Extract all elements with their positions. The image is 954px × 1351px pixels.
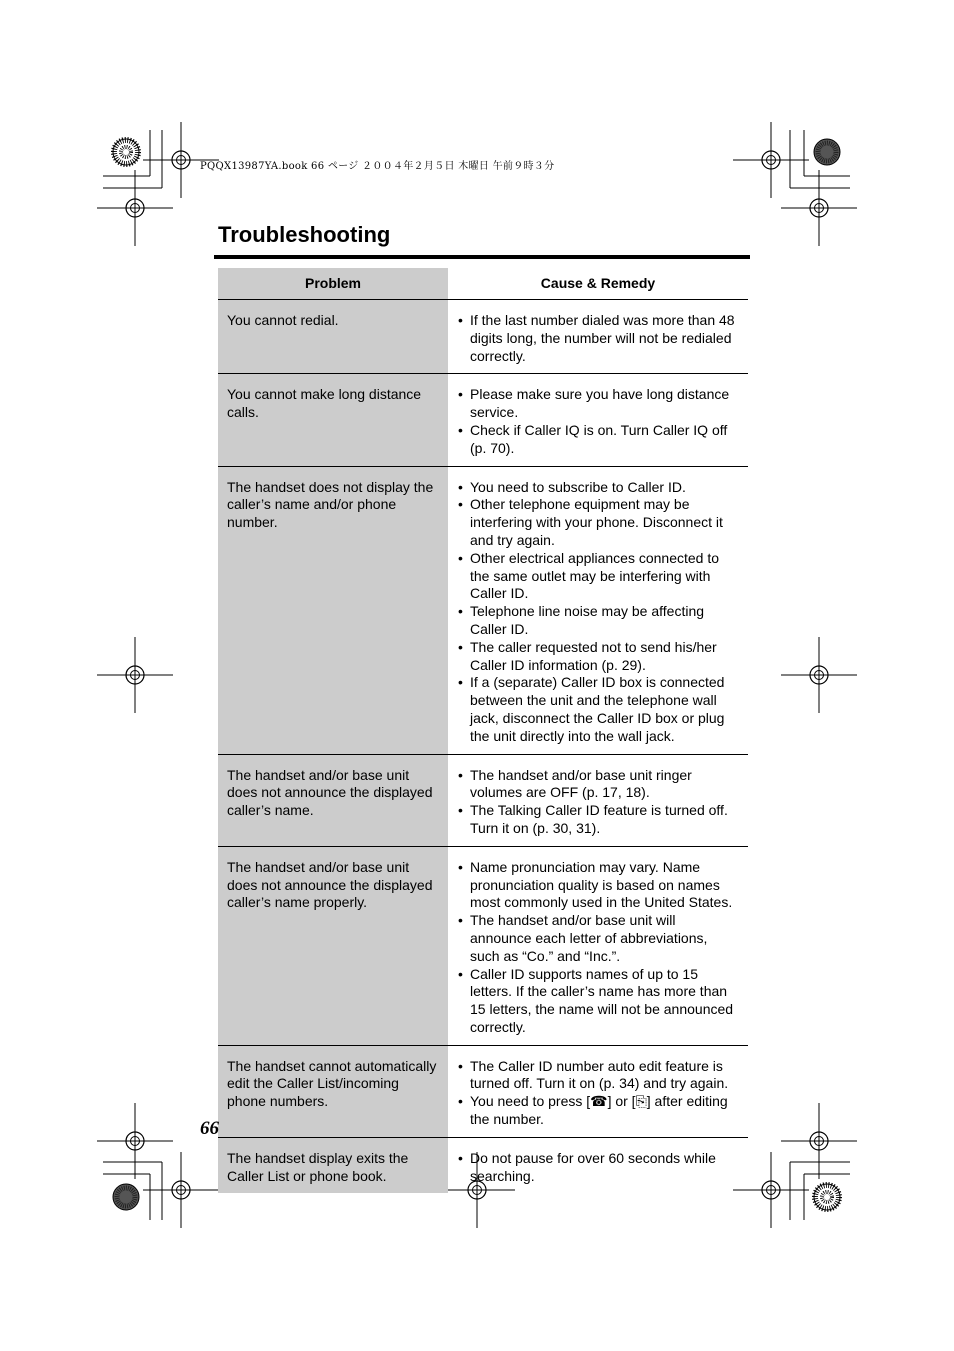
remedy-item: • If a (separate) Caller ID box is connected between the unit and the telephone wall jack, disconnect the Caller ID box or plug the unit directly into the wall jack. xyxy=(458,674,740,745)
cause-remedy-cell xyxy=(448,846,748,1045)
remedy-item: • If the last number dialed was more than 48 digits long, the number will not be redialed correctly. xyxy=(458,312,740,365)
header-problem: Problem xyxy=(218,268,448,300)
remedy-item: • You need to subscribe to Caller ID. xyxy=(458,479,740,497)
remedy-list xyxy=(458,1150,740,1186)
table-row xyxy=(218,466,748,754)
remedy-item: • Other telephone equipment may be interfering with your phone. Disconnect it and try again. xyxy=(458,496,740,549)
troubleshooting-table xyxy=(218,268,748,1193)
remedy-list xyxy=(458,1058,740,1129)
problem-cell: You cannot redial. xyxy=(218,300,448,374)
table-row xyxy=(218,1137,748,1193)
header-cause-remedy: Cause & Remedy xyxy=(448,268,748,300)
remedy-item: • The caller requested not to send his/her Caller ID information (p. 29). xyxy=(458,639,740,675)
page-number: 66 xyxy=(200,1118,219,1139)
table-row xyxy=(218,846,748,1045)
remedy-item: • The Caller ID number auto edit feature is turned off. Turn it on (p. 34) and try again. xyxy=(458,1058,740,1094)
remedy-item: • Name pronunciation may vary. Name pronunciation quality is based on names most commonly used in the United States. xyxy=(458,859,740,912)
remedy-item: • Do not pause for over 60 seconds while searching. xyxy=(458,1150,740,1186)
registration-mark xyxy=(143,1152,219,1228)
remedy-list xyxy=(458,479,740,746)
table-row xyxy=(218,1045,748,1137)
remedy-list xyxy=(458,767,740,838)
cause-remedy-cell xyxy=(448,466,748,754)
problem-cell: The handset does not display the caller’s name and/or phone number. xyxy=(218,466,448,754)
registration-mark xyxy=(97,637,173,713)
registration-mark xyxy=(781,1103,857,1179)
problem-cell: The handset cannot automatically edit the Caller List/incoming phone numbers. xyxy=(218,1045,448,1137)
table-header-row xyxy=(218,268,748,300)
registration-mark xyxy=(781,637,857,713)
remedy-item: • Caller ID supports names of up to 15 letters. If the caller’s name has more than 15 letters, the name will not be announced correctly. xyxy=(458,966,740,1037)
remedy-item: • The handset and/or base unit ringer volumes are OFF (p. 17, 18). xyxy=(458,767,740,803)
problem-cell: The handset and/or base unit does not announce the displayed caller’s name properly. xyxy=(218,846,448,1045)
crop-mark-bottom-left xyxy=(103,1162,162,1220)
page-title: Troubleshooting xyxy=(218,222,391,247)
cause-remedy-cell xyxy=(448,1045,748,1137)
remedy-list xyxy=(458,859,740,1037)
cause-remedy-cell xyxy=(448,374,748,466)
print-header: PQQX13987YA.book 66 ページ ２００４年２月５日 木曜日 午前９時３分 xyxy=(200,161,555,172)
table-row xyxy=(218,300,748,374)
cause-remedy-cell xyxy=(448,300,748,374)
remedy-item: • Please make sure you have long distance service. xyxy=(458,386,740,422)
remedy-item: • Telephone line noise may be affecting Caller ID. xyxy=(458,603,740,639)
problem-cell: The handset display exits the Caller List or phone book. xyxy=(218,1137,448,1193)
remedy-item: • The Talking Caller ID feature is turned off. Turn it on (p. 30, 31). xyxy=(458,802,740,838)
crop-mark-bottom-right xyxy=(790,1162,850,1220)
crop-mark-top-right xyxy=(790,130,850,188)
remedy-list xyxy=(458,386,740,457)
registration-mark xyxy=(781,170,857,246)
cause-remedy-cell xyxy=(448,1137,748,1193)
remedy-list xyxy=(458,312,740,365)
problem-cell: You cannot make long distance calls. xyxy=(218,374,448,466)
crop-mark-top-left xyxy=(103,130,162,188)
table-body xyxy=(218,300,748,1194)
registration-mark xyxy=(733,122,809,198)
title-rule xyxy=(214,255,750,259)
remedy-item: • Other electrical appliances connected to the same outlet may be interfering with Caller ID. xyxy=(458,550,740,603)
cause-remedy-cell xyxy=(448,754,748,846)
problem-cell: The handset and/or base unit does not announce the displayed caller’s name. xyxy=(218,754,448,846)
table-row xyxy=(218,374,748,466)
remedy-item: • The handset and/or base unit will announce each letter of abbreviations, such as “Co.” and “Inc.”. xyxy=(458,912,740,965)
table-row xyxy=(218,754,748,846)
remedy-item: • Check if Caller IQ is on. Turn Caller IQ off (p. 70). xyxy=(458,422,740,458)
remedy-item: • You need to press [☎] or [⎘] after editing the number. xyxy=(458,1093,740,1129)
